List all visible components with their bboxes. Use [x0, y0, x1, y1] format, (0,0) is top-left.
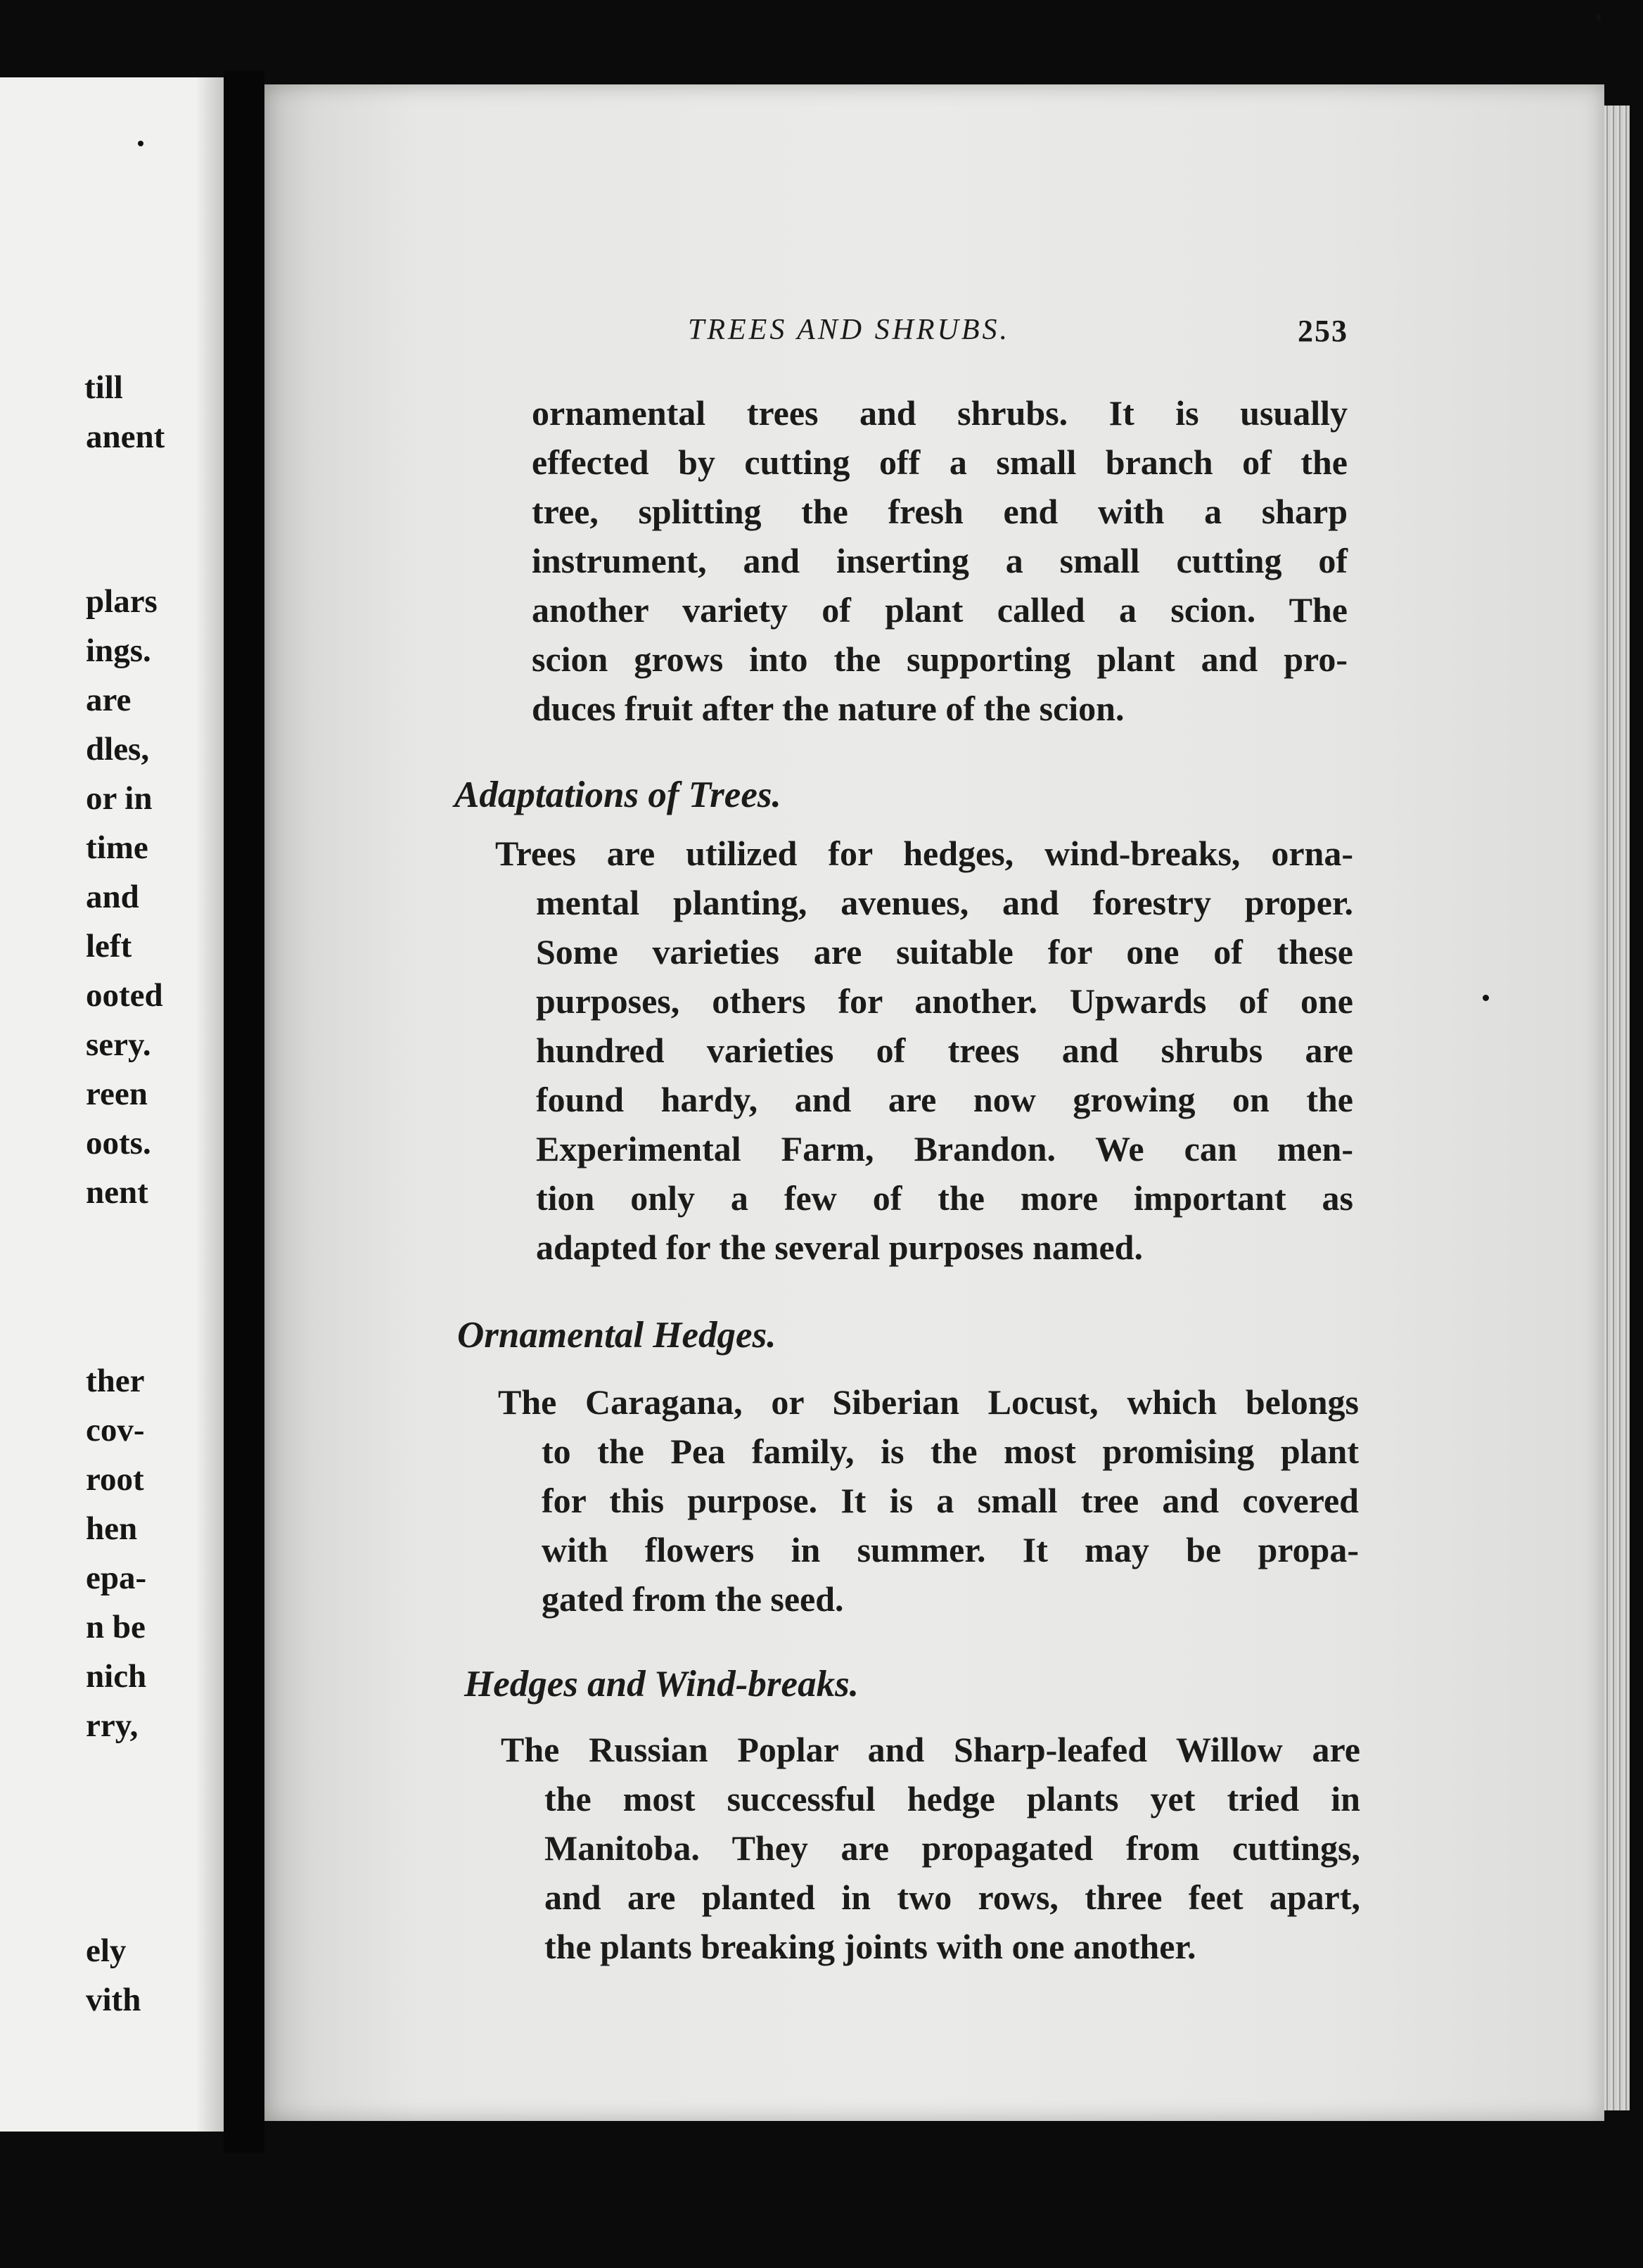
text-line: to the Pea family, is the most promising plant — [542, 1432, 1359, 1471]
facing-text-fragment: ely — [86, 1932, 127, 1969]
facing-text-fragment: root — [86, 1461, 144, 1498]
facing-text-fragment: reen — [86, 1076, 148, 1112]
facing-text-fragment: till — [84, 369, 123, 406]
facing-text-fragment: nent — [86, 1174, 148, 1211]
text-line: purposes, others for another. Upwards of one — [536, 981, 1353, 1021]
facing-text-fragment: hen — [86, 1510, 138, 1547]
text-line: Manitoba. They are propagated from cuttings, — [544, 1828, 1360, 1868]
text-line: adapted for the several purposes named. — [536, 1228, 1143, 1267]
text-line: and are planted in two rows, three feet apart, — [544, 1878, 1360, 1917]
facing-text-fragment: plars — [86, 583, 158, 620]
facing-text-fragment: vith — [86, 1982, 141, 2018]
text-line: The Caragana, or Siberian Locust, which belongs — [498, 1382, 1359, 1422]
facing-text-fragment: epa- — [86, 1560, 147, 1596]
facing-text-fragment: anent — [86, 419, 165, 455]
scan-speck — [1597, 14, 1601, 21]
facing-text-fragment: n be — [86, 1609, 146, 1645]
text-line: effected by cutting off a small branch of the — [532, 442, 1348, 482]
facing-text-fragment: rry, — [86, 1707, 139, 1744]
facing-text-fragment: cov- — [86, 1412, 145, 1448]
section-heading: Hedges and Wind-breaks. — [464, 1664, 859, 1705]
facing-text-fragment: dles, — [86, 731, 150, 767]
text-line: scion grows into the supporting plant and pro- — [532, 639, 1348, 679]
text-line: Some varieties are suitable for one of these — [536, 932, 1353, 971]
text-line: another variety of plant called a scion. The — [532, 590, 1348, 630]
text-line: with flowers in summer. It may be propa- — [542, 1530, 1359, 1569]
text-line: tion only a few of the more important as — [536, 1178, 1353, 1218]
page-number: 253 — [1298, 314, 1348, 348]
text-line: found hardy, and are now growing on the — [536, 1080, 1353, 1119]
text-line: Experimental Farm, Brandon. We can men- — [536, 1129, 1353, 1168]
page-edges — [1604, 106, 1630, 2110]
facing-page — [0, 77, 224, 2132]
text-line: for this purpose. It is a small tree and covered — [542, 1481, 1359, 1520]
section-heading: Ornamental Hedges. — [457, 1315, 776, 1356]
book-gutter — [224, 70, 264, 2153]
text-line: tree, splitting the fresh end with a sharp — [532, 492, 1348, 531]
facing-text-fragment: nich — [86, 1658, 147, 1695]
text-line: ornamental trees and shrubs. It is usually — [532, 393, 1348, 433]
text-line: hundred varieties of trees and shrubs are — [536, 1031, 1353, 1070]
facing-text-fragment: are — [86, 682, 132, 718]
text-line: Trees are utilized for hedges, wind-breaks, orna- — [495, 834, 1353, 873]
text-line: instrument, and inserting a small cutting of — [532, 541, 1348, 580]
text-line: gated from the seed. — [542, 1579, 844, 1619]
facing-text-fragment: sery. — [86, 1026, 151, 1063]
facing-text-fragment: time — [86, 829, 148, 866]
running-title: TREES AND SHRUBS. — [688, 314, 1011, 346]
text-line: mental planting, avenues, and forestry proper. — [536, 883, 1353, 922]
facing-text-fragment: or in — [86, 780, 153, 817]
text-line: the most successful hedge plants yet tried in — [544, 1779, 1360, 1818]
facing-text-fragment: ings. — [86, 632, 151, 669]
facing-text-fragment: and — [86, 879, 139, 915]
text-line: The Russian Poplar and Sharp-leafed Willow are — [501, 1730, 1360, 1769]
page-header — [0, 313, 1643, 355]
scan-speck — [138, 141, 143, 146]
facing-text-fragment: ooted — [86, 977, 163, 1014]
facing-text-fragment: ther — [86, 1363, 145, 1399]
text-line: duces fruit after the nature of the scion. — [532, 689, 1125, 728]
facing-text-fragment: oots. — [86, 1125, 151, 1161]
text-line: the plants breaking joints with one another. — [544, 1927, 1196, 1966]
facing-text-fragment: left — [86, 928, 132, 964]
section-heading: Adaptations of Trees. — [454, 775, 781, 815]
scan-speck — [1483, 995, 1489, 1001]
